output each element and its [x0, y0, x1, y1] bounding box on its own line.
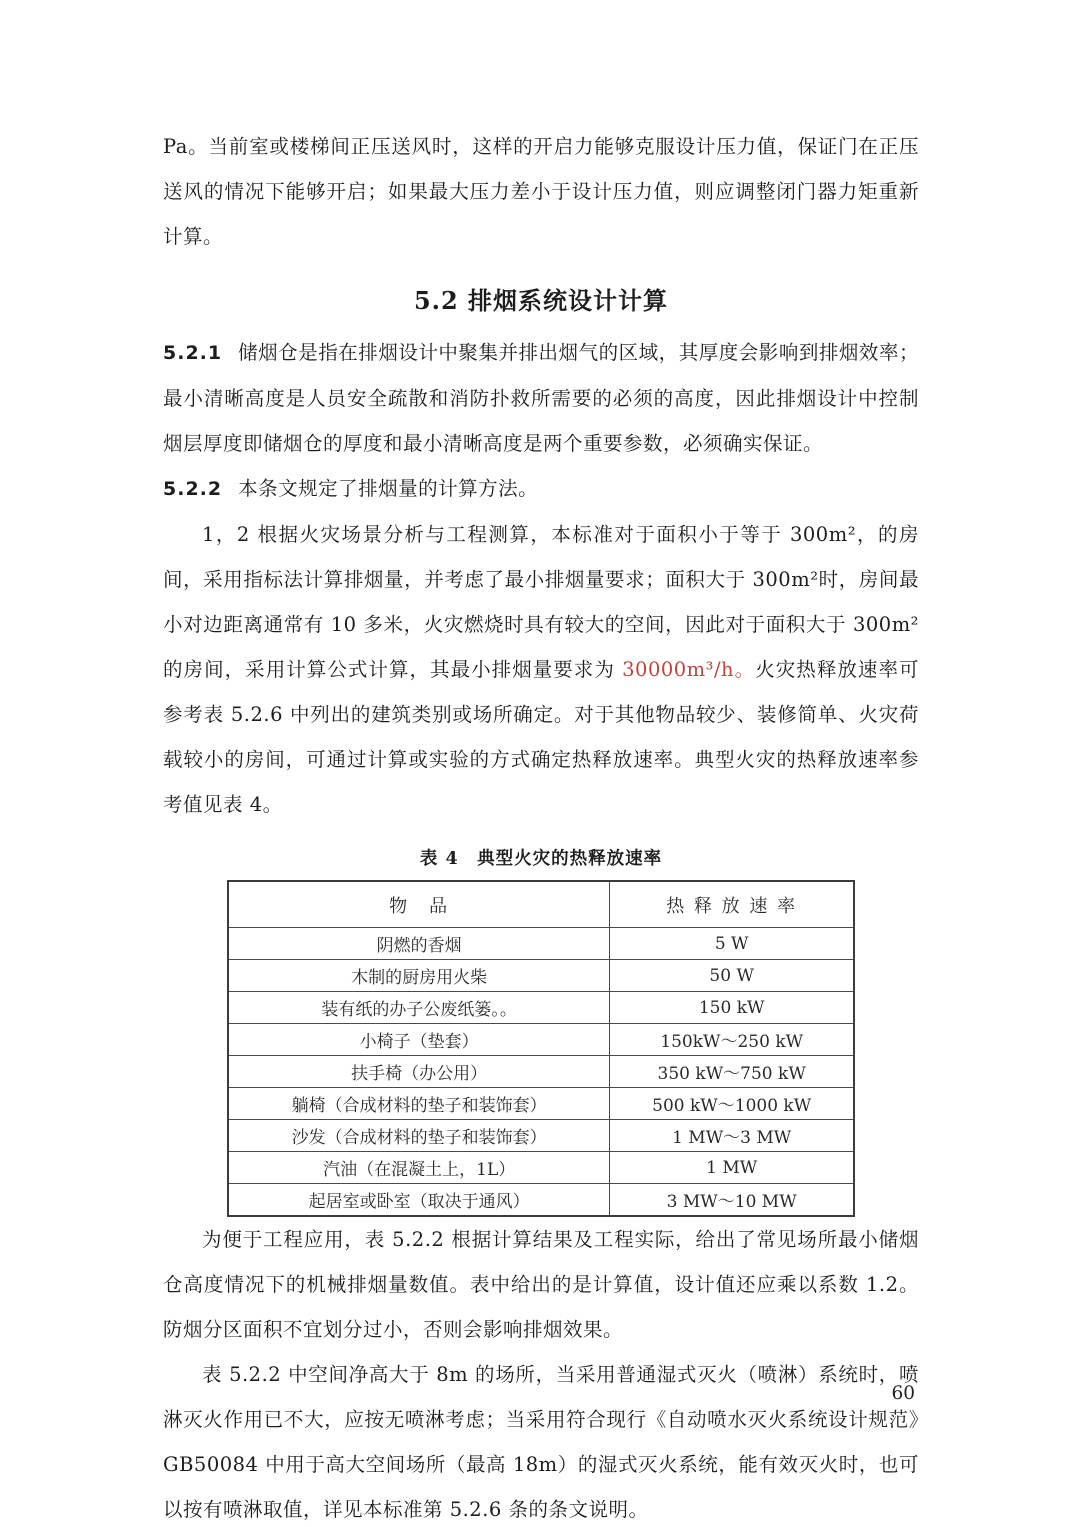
table-cell: 装有纸的办子公废纸篓。。 — [228, 992, 610, 1024]
table4-caption: 表 4 典型火灾的热释放速率 — [419, 849, 663, 869]
table-header-item: 物 品 — [228, 881, 610, 928]
table-cell: 起居室或卧室（取决于通风） — [228, 1184, 610, 1217]
heat-release-rate-table — [227, 880, 855, 1217]
table-cell: 150kW～250 kW — [610, 1024, 854, 1056]
table-row — [228, 1024, 854, 1056]
page-number: 60 — [891, 1383, 915, 1404]
table-header — [228, 881, 854, 928]
clause-5-2-2 — [163, 466, 919, 512]
page-content — [163, 124, 919, 1527]
table-row — [228, 1120, 854, 1152]
table-header-rate: 热 释 放 速 率 — [610, 881, 854, 928]
table-cell: 350 kW～750 kW — [610, 1056, 854, 1088]
table-cell: 1 MW — [610, 1152, 854, 1184]
table-row — [228, 1088, 854, 1120]
table-row — [228, 928, 854, 960]
clause-5-2-1 — [163, 330, 919, 466]
intro-paragraph: Pa。当前室或楼梯间正压送风时，这样的开启力能够克服设计压力值，保证门在正压送风的情况下能够开启；如果最大压力差小于设计压力值，则应调整闭门器力矩重新计算。 — [163, 135, 919, 248]
table-cell: 沙发（合成材料的垫子和装饰套） — [228, 1120, 610, 1152]
table-cell: 木制的厨房用火柴 — [228, 960, 610, 992]
table-row — [228, 1152, 854, 1184]
calc-text-before: 1，2 根据火灾场景分析与工程测算，本标准对于面积小于等于 300m²，的房间，采用指标法计算排烟量，并考虑了最小排烟量要求；面积大于 300m²时，房间最小对边距离通常有 10 多米，火灾燃烧时具有较大的空间，因此对于面积大于 300m²的房间，采用计算公式计算，其最小排烟量要求为 — [163, 523, 919, 681]
table-row — [228, 960, 854, 992]
table-cell: 阴燃的香烟 — [228, 928, 610, 960]
table-row — [228, 1184, 854, 1217]
table-cell: 1 MW～3 MW — [610, 1120, 854, 1152]
table-cell: 扶手椅（办公用） — [228, 1056, 610, 1088]
paragraph-smoke-calculation — [163, 512, 919, 827]
table-body — [228, 928, 854, 1217]
table-cell: 汽油（在混凝土上，1L） — [228, 1152, 610, 1184]
table-cell: 50 W — [610, 960, 854, 992]
clause-5-2-1-label: 5.2.1 — [163, 342, 223, 364]
table-cell: 5 W — [610, 928, 854, 960]
clause-5-2-2-label: 5.2.2 — [163, 478, 223, 500]
table-row — [228, 1056, 854, 1088]
table-header-row — [228, 881, 854, 928]
calc-text-red-value: 30000m³/h。 — [622, 658, 756, 681]
section-heading: 5.2 排烟系统设计计算 — [413, 286, 669, 315]
table-cell: 3 MW～10 MW — [610, 1184, 854, 1217]
clause-5-2-1-text: 储烟仓是指在排烟设计中聚集并排出烟气的区域，其厚度会影响到排烟效率；最小清晰高度是人员安全疏散和消防扑救所需要的必须的高度，因此排烟设计中控制烟层厚度即储烟仓的厚度和最小清晰高度是两个重要参数，必须确实保证。 — [163, 341, 919, 455]
table-cell: 小椅子（垫套） — [228, 1024, 610, 1056]
clause-5-2-2-text: 本条文规定了排烟量的计算方法。 — [238, 477, 539, 500]
table-cell: 躺椅（合成材料的垫子和装饰套） — [228, 1088, 610, 1120]
table-row — [228, 992, 854, 1024]
paragraph-engineering-application: 为便于工程应用，表 5.2.2 根据计算结果及工程实际，给出了常见场所最小储烟仓高度情况下的机械排烟量数值。表中给出的是计算值，设计值还应乘以系数 1.2。防烟分区面积不宜划分过小，否则会影响排烟效果。 — [163, 1228, 919, 1341]
table-cell: 150 kW — [610, 992, 854, 1024]
calc-text-after: 火灾热释放速率可参考表 5.2.6 中列出的建筑类别或场所确定。对于其他物品较少、装修简单、火灾荷载较小的房间，可通过计算或实验的方式确定热释放速率。典型火灾的热释放速率参考值见表 4。 — [163, 658, 919, 816]
paragraph-sprinkler-note: 表 5.2.2 中空间净高大于 8m 的场所，当采用普通湿式灭火（喷淋）系统时，喷淋灭火作用已不大，应按无喷淋考虑；当采用符合现行《自动喷水灭火系统设计规范》GB50084 中用于高大空间场所（最高 18m）的湿式灭火系统，能有效灭火时，也可以按有喷淋取值，详见本标准第 5.2.6 条的条文说明。 — [163, 1363, 919, 1521]
table-cell: 500 kW～1000 kW — [610, 1088, 854, 1120]
